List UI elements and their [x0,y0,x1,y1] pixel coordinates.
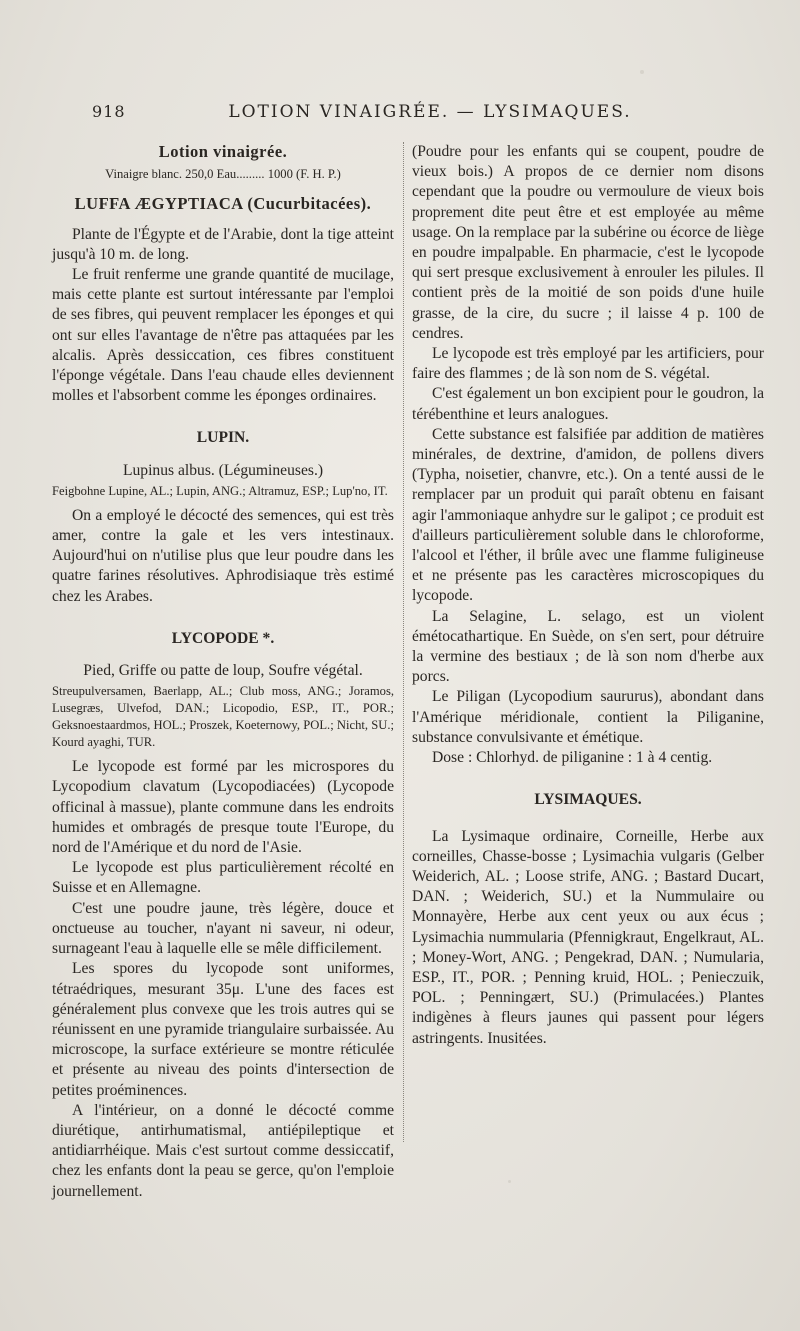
lysimaques-paragraph: La Lysimaque ordinaire, Corneille, Herbe aux corneilles, Chasse-bosse ; Lysimachia vulgaris (Gelber Weiderich, AL. ; Loose strife, ANG. ; Bastard Ducart, DAN. ; Weiderich, SU.) et la Nummulaire ou Monnayère, Herbe aux cent yeux ou aux écus ; Lysimachia nummularia (Pfennigkraut, Engelkraut, AL. ; Money-Wort, ANG. ; Pengekrad, DAN. ; Numularia, ESP., IT., POR. ; Penning kruid, HOL. ; Penieczuik, POL. ; Penningært, SU.) (Primulacées.) Plantes indigènes à fleurs jaunes qui passent pour légers astringents. Inusitées. [412,827,764,1047]
dose-line: Dose : Chlorhyd. de piliganine : 1 à 4 centig. [432,749,713,767]
page-number: 918 [92,102,126,121]
right-paragraph-5: La Selagine, L. selago, est un violent émétocathartique. En Suède, on s'en sert, pour détruire la vermine des bestiaux ; de là son nom d'herbe aux porcs. [412,607,764,686]
lycopode-paragraph-2: Le lycopode est plus particulièrement récolté en Suisse et en Allemagne. [52,859,394,897]
lycopode-synonyms: Streupulversamen, Baerlapp, AL.; Club moss, ANG.; Joramos, Lusegræs, Ulvefod, DAN.; Licopodio, ESP., IT., POR.; Geksnoestaardmos, HOL.; Proszek, Koeternowy, POL.; Nicht, SU.; Kourd ayaghi, TUR. [52,684,394,750]
right-paragraph-4: Cette substance est falsifiée par addition de matières minérales, de dextrine, d'amidon, de pollens divers (Typha, noisetier, chanvre, etc.). On a tenté aussi de le remplacer par un produit qui paraît obtenu en faisant agir l'ammoniaque anhydre sur le galipot ; ce produit est d'ailleurs particulièrement soluble dans le chloroforme, l'alcool et l'éther, il brûle avec une flamme fuligineuse et ne présente pas les caractères microscopiques du lycopode. [412,425,764,605]
lupin-heading: LUPIN. [196,429,250,447]
right-paragraph-6: Le Piligan (Lycopodium saururus), abondant dans l'Amérique méridionale, contient la Piliganine, substance convulsivante et émétique. [412,688,764,746]
lycopode-paragraph-4: Les spores du lycopode sont uniformes, tétraédriques, mesurant 35μ. L'une des faces est généralement plus convexe que les trois autres qui se réunissent en une pyramide triangulaire surbaissée. Au microscope, la surface extérieure se montre réticulée et présente au niveau des points d'intersection de petites proéminences. [52,960,394,1099]
luffa-heading: LUFFA ÆGYPTIACA (Cucurbitacées). [74,194,372,214]
lycopode-paragraph-5: A l'intérieur, on a donné le décocté comme diurétique, antirhumatismal, antiépileptique et antidiarrhéique. Mais c'est surtout comme dessiccatif, chez les enfants dont la peau se gerce, qu'on l'emploie journellement. [52,1101,394,1200]
running-header [92,102,768,126]
lupin-paragraph: On a employé le décocté des semences, qui est très amer, contre la gale et les vers intestinaux. Aujourd'hui on n'utilise plus que leur poudre dans les quatre farines résolutives. Aphrodisiaque très estimé chez les Arabes. [52,506,394,605]
lotion-formula: Vinaigre blanc. 250,0 Eau......... 1000 (F. H. P.) [105,167,341,182]
running-title: LOTION VINAIGRÉE. — LYSIMAQUES. [228,102,632,122]
paper-speck [640,70,644,74]
left-column [52,142,394,1202]
lysimaques-heading: LYSIMAQUES. [534,791,642,809]
paper-speck [508,1180,511,1183]
lupin-subtitle: Lupinus albus. (Légumineuses.) [122,461,324,479]
right-paragraph-3: C'est également un bon excipient pour le goudron, la térébenthine et leurs analogues. [412,385,764,423]
lycopode-subtitle: Pied, Griffe ou patte de loup, Soufre végétal. [83,662,363,680]
lotion-heading: Lotion vinaigrée. [158,142,288,161]
lycopode-paragraph-1: Le lycopode est formé par les microspores du Lycopodium clavatum (Lycopodiacées) (Lycopode officinal à massue), plante commune dans les endroits humides et ombragés de presque toute l'Europe, du nord de l'Amérique et du nord de l'Asie. [52,758,394,857]
right-paragraph-1: (Poudre pour les enfants qui se coupent, poudre de vieux bois.) A propos de ce dernier nom disons cependant que la poudre ou vermoulure de vieux bois proprement dite peut être et est employée au même usage. On la remplace par la subérine ou écorce de liège en poudre impalpable. En pharmacie, c'est le lycopode qui sert presque exclusivement à enrouler les pilules. Il contient près de la moitié de son poids d'une huile grasse, de la cire, du sucre ; il laisse 4 p. 100 de cendres. [412,143,764,342]
luffa-paragraph-2: Le fruit renferme une grande quantité de mucilage, mais cette plante est surtout intéressante par l'emploi de ses fibres, qui peuvent remplacer les éponges et qui ont sur elles l'avantage de n'être pas attaquées par les alcalis. Après dessiccation, ces fibres constituent l'éponge végétale. Dans l'eau chaude elles deviennent molles et l'absorbent comme les éponges ordinaires. [52,266,394,405]
lupin-synonyms: Feigbohne Lupine, AL.; Lupin, ANG.; Altramuz, ESP.; Lup'no, IT. [52,483,388,498]
column-divider [403,142,404,1142]
right-paragraph-2: Le lycopode est très employé par les artificiers, pour faire des flammes ; de là son nom de S. végétal. [412,345,764,383]
lycopode-heading: LYCOPODE *. [171,629,275,647]
lycopode-paragraph-3: C'est une poudre jaune, très légère, douce et onctueuse au toucher, n'ayant ni saveur, ni odeur, surnageant l'eau à laquelle elle se mêle difficilement. [52,899,394,958]
right-column [412,142,764,1049]
luffa-paragraph-1: Plante de l'Égypte et de l'Arabie, dont la tige atteint jusqu'à 10 m. de long. [52,225,394,263]
